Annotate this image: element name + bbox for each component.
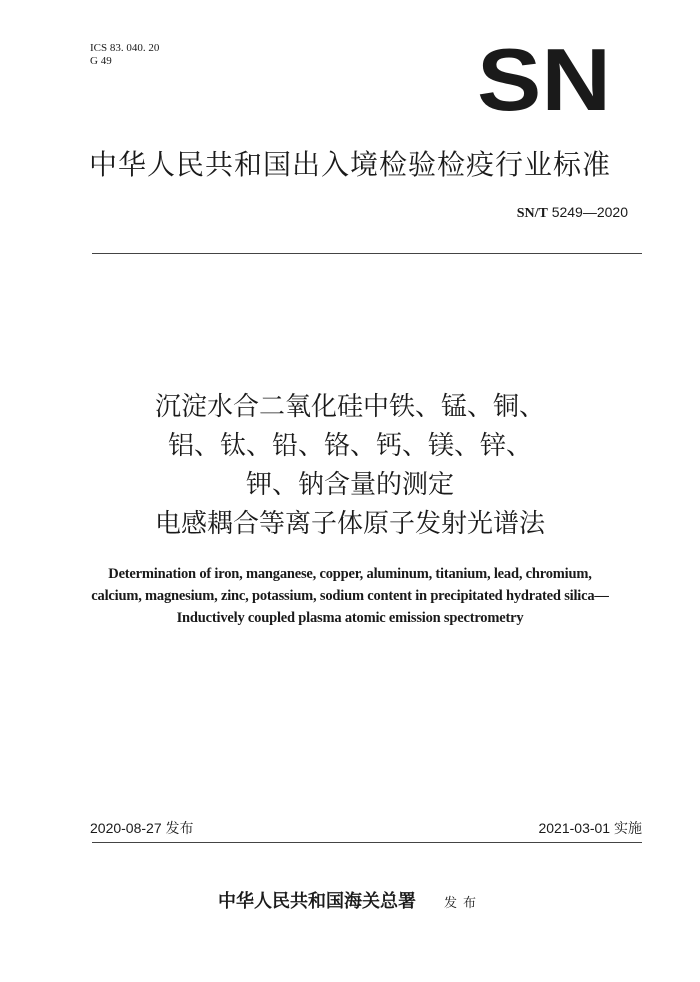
header-divider <box>92 253 642 254</box>
standard-number <box>517 204 628 222</box>
ics-code: ICS 83. 040. 20 <box>90 42 160 54</box>
publisher-action: 发布 <box>443 896 482 911</box>
standard-prefix: SN/T <box>516 206 548 221</box>
classification-code: G 49 <box>90 55 112 67</box>
title-en-line-1: Determination of iron, manganese, copper, aluminum, titanium, lead, chromium, <box>108 566 592 582</box>
publisher-line <box>0 887 700 913</box>
title-cn-line-2: 铝、钛、铅、铬、钙、镁、锌、 <box>167 431 532 461</box>
title-cn-line-1: 沉淀水合二氧化硅中铁、锰、铜、 <box>154 392 545 422</box>
publisher-name: 中华人民共和国海关总署 <box>217 891 416 912</box>
title-cn-line-4: 电感耦合等离子体原子发射光谱法 <box>154 509 545 539</box>
title-cn-line-3: 钾、钠含量的测定 <box>245 470 454 500</box>
sn-logo-icon <box>476 44 612 116</box>
release-date: 2020-08-27 发布 <box>90 820 194 836</box>
title-en-line-3: Inductively coupled plasma atomic emission spectrometry <box>176 610 524 626</box>
organization-title: 中华人民共和国出入境检验检疫行业标准 <box>88 148 611 181</box>
implementation-date: 2021-03-01 实施 <box>538 820 642 836</box>
ics-code-block <box>90 42 159 68</box>
logo-text: SN <box>477 44 611 116</box>
title-en-line-2: calcium, magnesium, zinc, potassium, sodium content in precipitated hydrated silica— <box>91 588 609 604</box>
standard-code: 5249—2020 <box>551 204 628 220</box>
footer-divider <box>92 842 642 843</box>
